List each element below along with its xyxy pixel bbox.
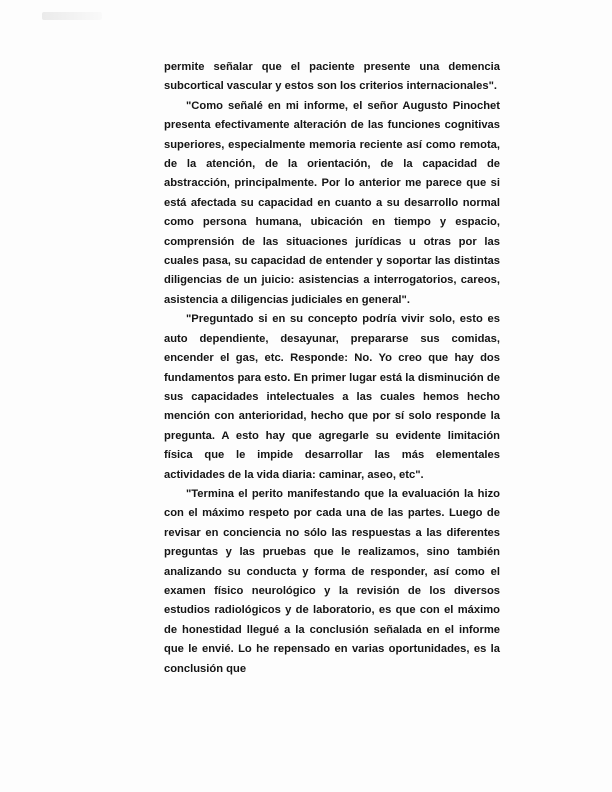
paragraph-3: "Preguntado si en su concepto podría vivir solo, esto es auto dependiente, desayunar, prepararse sus comidas, encender el gas, etc. Responde: No. Yo creo que hay dos fundamentos para esto. En primer lugar está la disminución de sus capacidades intelectuales a las cuales hemos hecho mención con anterioridad, hecho que por sí solo responde la pregunta. A esto hay que agregarle su evidente limitación física que le impide desarrollar las más elementales actividades de la vida diaria: caminar, aseo, etc".	[164, 313, 500, 481]
paragraph-2: "Como señalé en mi informe, el señor Augusto Pinochet presenta efectivamente alteración de las funciones cognitivas superiores, especialmente memoria reciente así como remota, de la atención, de la orientación, de la capacidad de abstracción, principalmente. Por lo anterior me parece que si está afectada su capacidad en cuanto a su desarrollo normal como persona humana, ubicación en tiempo y espacio, comprensión de las situaciones jurídicas u otras por las cuales pasa, su capacidad de entender y soportar las distintas diligencias de un juicio: asistencias a interrogatorios, careos, asistencia a diligencias judiciales en general".	[164, 99, 500, 306]
paragraph-1: permite señalar que el paciente presente una demencia subcortical vascular y estos son los criterios internacionales".	[164, 61, 500, 93]
document-body	[164, 58, 500, 679]
scan-artifact	[42, 12, 102, 20]
paragraph-4: "Termina el perito manifestando que la evaluación la hizo con el máximo respeto por cada una de las partes. Luego de revisar en conciencia no sólo las respuestas a las diferentes preguntas y las pruebas que le realizamos, sino también analizando su conducta y forma de responder, así como el examen físico neurológico y la revisión de los diversos estudios radiológicos y de laboratorio, es que con el máximo de honestidad llegué a la conclusión señalada en el informe que le envié. Lo he repensado en varias oportunidades, es la conclusión que	[164, 487, 500, 675]
